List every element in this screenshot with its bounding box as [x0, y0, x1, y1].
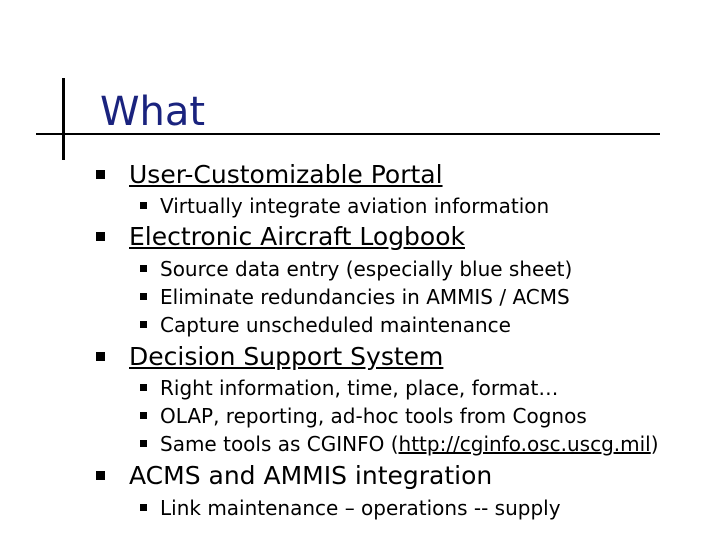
square-bullet-icon [140, 265, 147, 272]
link-suffix: ) [650, 432, 659, 456]
sub-bullet-text: Right information, time, place, format… [160, 376, 559, 400]
section-heading: Electronic Aircraft Logbook [129, 222, 465, 251]
section-heading: ACMS and AMMIS integration [129, 461, 493, 490]
square-bullet-icon [96, 170, 105, 179]
section-heading: User-Customizable Portal [129, 160, 443, 189]
cginfo-link[interactable]: http://cginfo.osc.uscg.mil [398, 432, 651, 456]
square-bullet-icon [96, 471, 105, 480]
square-bullet-icon [140, 412, 147, 419]
link-prefix: Same tools as CGINFO ( [160, 432, 399, 456]
sub-bullet-text: Source data entry (especially blue sheet) [160, 257, 573, 281]
square-bullet-icon [96, 232, 105, 241]
sub-bullet-text: Link maintenance – operations -- supply [160, 496, 561, 520]
slide-title: What [100, 89, 206, 135]
sub-bullet-text: Capture unscheduled maintenance [160, 313, 511, 337]
sub-bullet-text: Eliminate redundancies in AMMIS / ACMS [160, 285, 570, 309]
square-bullet-icon [140, 384, 147, 391]
sub-bullet-text: Virtually integrate aviation information [160, 194, 550, 218]
sub-bullet-text [160, 432, 659, 456]
square-bullet-icon [140, 321, 147, 328]
section-heading: Decision Support System [129, 342, 444, 371]
square-bullet-icon [140, 293, 147, 300]
square-bullet-icon [96, 352, 105, 361]
square-bullet-icon [140, 504, 147, 511]
square-bullet-icon [140, 440, 147, 447]
square-bullet-icon [140, 202, 147, 209]
title-vertical-rule [62, 78, 65, 160]
sub-bullet-text: OLAP, reporting, ad-hoc tools from Cognos [160, 404, 587, 428]
